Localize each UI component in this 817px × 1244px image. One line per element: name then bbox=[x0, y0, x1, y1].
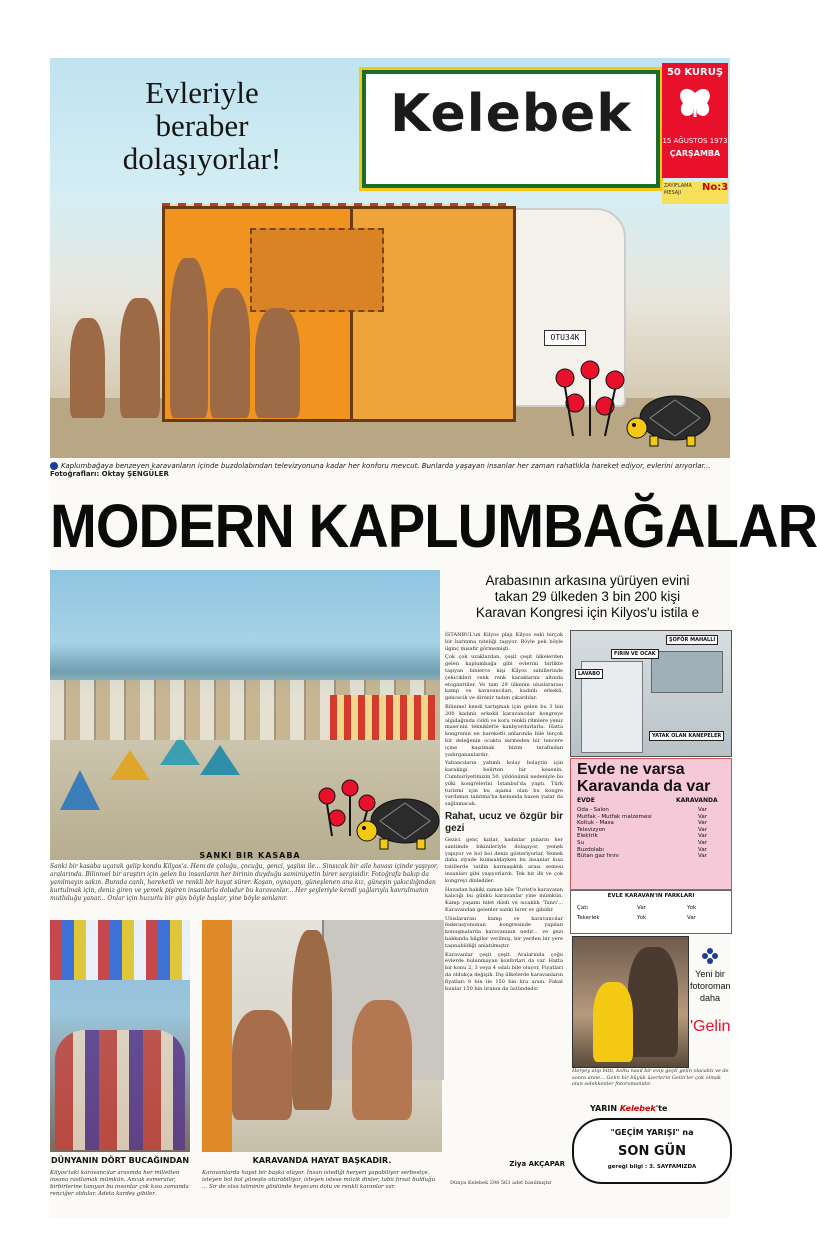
promo-line: "GEÇİM YARIŞI" na bbox=[610, 1128, 694, 1137]
row-value: Var bbox=[698, 846, 707, 853]
striped-tent bbox=[330, 695, 435, 740]
photo-caption bbox=[50, 462, 730, 486]
table-row bbox=[577, 853, 727, 860]
man-figure bbox=[628, 947, 678, 1057]
comparison-table bbox=[570, 758, 732, 890]
masthead-logo[interactable] bbox=[362, 70, 660, 188]
table-row bbox=[577, 833, 727, 840]
person bbox=[120, 298, 160, 418]
row-home: Var bbox=[637, 905, 646, 911]
caravan-interior-photo bbox=[570, 630, 732, 757]
person bbox=[170, 258, 208, 418]
tent bbox=[110, 750, 150, 780]
person bbox=[210, 288, 250, 418]
flags-text: Kilyos'taki karavancılar arasında her milletten insana rastlamak mümkün. Ancak esmeralar, birbirlerine tanıyan bu insanlar çok kısa zamanda renciğer oldular. Adeta kardeş gibiler. bbox=[50, 1170, 189, 1197]
brand-name: Kelebek bbox=[619, 1104, 656, 1113]
photo-credit: Fotoğrafları: Oktay ŞENGÜLER bbox=[50, 470, 169, 478]
row-item: Buzdolabı bbox=[577, 846, 604, 853]
masthead-name: Kelebek bbox=[390, 84, 632, 144]
subhead-line: takan 29 ülkeden 3 bin 200 kişi bbox=[494, 589, 681, 604]
row-value: Var bbox=[698, 833, 707, 840]
article-body bbox=[445, 632, 563, 994]
price-label: 50 KURUŞ bbox=[666, 67, 724, 78]
tomorrow-suffix: 'te bbox=[655, 1104, 668, 1113]
table-row bbox=[577, 814, 727, 821]
promo-line: gereği bilgi : 3. SAYFAMIZDA bbox=[607, 1164, 697, 1170]
woman-standing bbox=[292, 930, 332, 1110]
comparison-title bbox=[577, 761, 727, 795]
fotoroman-title[interactable]: 'Gelin bbox=[690, 1018, 731, 1035]
teaser-line: daha bbox=[699, 993, 721, 1003]
row-item: Çatı bbox=[577, 905, 588, 911]
row-value: Var bbox=[698, 807, 707, 813]
article-paragraph: Karavanlar çeşit çeşit. Aralarında çoğu evlerde bulunmayan konforları da var. Hatta bir konu 2, 3 veya 4 odalı bile oluyor. Fiyatları da oldukça değişik. Dış ülkelerde karavanların fiyatları 8 bin ile 150 bin lira arası. Fakat bunlar 150 bin liranın da üstündedir. bbox=[445, 951, 564, 992]
turtle-illustration bbox=[355, 793, 445, 853]
article-paragraph: Bilinmel kendi tartışmak için gelen bu 3 bin 200 kadınlı erkekli karavancılar kongreye algıdağında ciddi ve koru renkli rilmlere yeniz mase'nin tekniklerle kanbyordurlarla. Hatta kongrenin en hareketli anlarında bile birçok bir deleğenin ocakta sermeden bir tencere içine kaşıtmak bizim tarafından yadırgananlardır. bbox=[445, 703, 563, 758]
row-item: Tekerlek bbox=[577, 915, 600, 921]
awning bbox=[202, 920, 232, 1152]
turtle-illustration bbox=[625, 388, 715, 448]
label-sofa-beds: YATAK OLAN KANEPELER bbox=[649, 731, 724, 741]
fotoroman-photo[interactable] bbox=[572, 936, 689, 1068]
comparison-rows bbox=[577, 807, 727, 860]
print-info: Dünya Kelebek 298 563 adet basılmıştır bbox=[450, 1180, 552, 1186]
table-row bbox=[577, 807, 727, 814]
section-text: Sanki bir kasaba uçarak gelip kondu Kilyos'a. Hem de çoluğu, çocuğu, genci, yaşlısı ile... Sinsıcak bir aile havası içinde yaşıyor, aralarında. Bilinmel bir araştırı için gelen bu insanların her birinin duyduğu samimiyetin birer sergisidir. Fotoğrafa bakıp da yanılmayın sakın. Burada canlı, hareketli ve renkli bir hayat sürer. Koşan, oynayan, güneşlenen ana kız, güneşin yakıcılığından kurtulmak için, deniz giren ve yemek pişiren insanlarla doludur bu karavanlar... Her şeyleriyle kendi yağlarıyla kavrulmanın mutluluğu yanar... Onlar için huzurlu bir gün böyle başlar, yine böyle sonlanır. bbox=[50, 863, 439, 902]
woman-sitting bbox=[352, 1000, 412, 1120]
table-row bbox=[577, 915, 727, 921]
flowers-illustration bbox=[545, 358, 635, 438]
promo-headline: SON GÜN bbox=[618, 1144, 686, 1159]
table-row bbox=[577, 905, 727, 911]
headline-line: Evleriyle bbox=[145, 75, 259, 110]
caravan-women-photo bbox=[202, 920, 442, 1152]
article-paragraph: Çok çok uzaklardan, çeşit çeşit ülkelerden gelen kaplumbağa gibi evlerini birlikte taşıyan binlerce kişi Kilyos sahillerinde çekicikleri renk renk karaklarını altında etoganttiler. Ve tam 29 ülkenin uluslararası kamp ve karavancıları, kadınlı erkekli, gencecik ve direnir tadım çıkardılar. bbox=[445, 654, 563, 702]
article-paragraph: İSTANBUL'un Kilyos plajı Kilyos eski birçok bir barınma niteliği taşıyor. Böyle pek böyle ilginç misafir görmemişti. bbox=[445, 632, 563, 652]
license-plate: OTU34K bbox=[544, 330, 586, 346]
fotoroman-teaser bbox=[690, 948, 730, 1004]
newspaper-page bbox=[50, 58, 817, 1218]
comparison-title-line: Evde ne varsa bbox=[577, 761, 685, 778]
row-value: Var bbox=[698, 813, 707, 820]
table-row bbox=[577, 840, 727, 847]
person bbox=[70, 318, 105, 418]
section-label: SANKI BIR KASABA bbox=[199, 851, 301, 860]
teaser-line: Yeni bir bbox=[695, 969, 725, 979]
row-caravan: Var bbox=[687, 915, 696, 921]
article-paragraph: Yabancıların yatımlı kolay bolaytin için karaklıgı belirten bir kesenin, Cumhuriyetimizin 50. yıldönümü nedeniyle bu yılki kongrelerini İstanbul'da yaptı. Türk turizmi için bu aşama olan bu kongre vardımızı tanıtma'ba kısmında bazen yazar da sağlamacak. bbox=[445, 760, 563, 808]
row-value: Var bbox=[698, 839, 707, 846]
flags bbox=[50, 920, 190, 980]
column-header-caravan: KARAVANDA bbox=[676, 797, 718, 804]
flags-photo bbox=[50, 920, 190, 1152]
fotoroman-caption: Herşey alıp bitti, koltu nasıl bir evip geçti gelin olacaktı ve de sonra anne... Gelin bir büyük üzerlerin Gelin'ler çok olmak olan selekkenler fotoromanıdır. bbox=[572, 1068, 729, 1087]
row-item: Elektrik bbox=[577, 833, 598, 840]
woman-sitting bbox=[232, 1010, 292, 1120]
woman-figure bbox=[593, 982, 633, 1062]
author-signature: Ziya AKÇAPAR bbox=[509, 1160, 565, 1168]
flower-icon bbox=[702, 948, 718, 964]
differences-table bbox=[570, 890, 732, 934]
row-item: Bütan gaz fırını bbox=[577, 853, 619, 860]
headline-line: dolaşıyorlar! bbox=[122, 141, 282, 176]
teaser-line: fotoroman bbox=[690, 981, 731, 991]
differences-title: EVLE KARAVAN'IN FARKLARI bbox=[607, 893, 695, 899]
row-item: Koltuk - Masa bbox=[577, 820, 614, 827]
headline-line: beraber bbox=[155, 108, 249, 143]
tomorrow-notice bbox=[590, 1104, 730, 1113]
row-item: Su bbox=[577, 839, 584, 846]
label-sink: LAVABO bbox=[575, 669, 603, 679]
table-row bbox=[577, 827, 727, 834]
row-value: Var bbox=[698, 853, 707, 860]
person bbox=[255, 308, 300, 418]
label-oven: FIRIN VE OCAK bbox=[611, 649, 659, 659]
main-title: MODERN KAPLUMBAĞALAR bbox=[50, 492, 817, 560]
flags-caption: DÜNYANIN DÖRT BUCAĞINDAN bbox=[50, 1156, 190, 1165]
bullet-icon bbox=[50, 462, 58, 470]
awning-window bbox=[250, 228, 384, 312]
row-item: Oda - Salon bbox=[577, 807, 609, 813]
table-row bbox=[577, 847, 727, 854]
price-box bbox=[662, 63, 728, 178]
issue-day: ÇARŞAMBA bbox=[669, 149, 721, 158]
coupon-box[interactable] bbox=[662, 182, 728, 204]
table-row bbox=[577, 820, 727, 827]
coupon-number: No:3 bbox=[702, 182, 729, 193]
row-value: Var bbox=[698, 826, 707, 833]
article-subheading: Rahat, ucuz ve özgür bir gezi bbox=[445, 810, 563, 834]
label-driver-area: ŞOFÖR MAHALLİ bbox=[666, 635, 718, 645]
row-item: Mutfak - Mutfak malzemesi bbox=[577, 813, 652, 820]
subhead-line: Arabasının arkasına yürüyen evini bbox=[485, 573, 690, 588]
article-paragraph: Havadan hakiki zaman bile 'Turist'e karavanın kalıcığı bu günkü karavanlar yine mümkün. Kamp yaşamı bilet dizdi ve sıcaklık 'Tanrı'... Karavandan gelenler sanki birer ev gibidir. bbox=[445, 886, 563, 913]
row-value: Var bbox=[698, 820, 707, 827]
article-subhead bbox=[445, 573, 730, 621]
interior-window bbox=[651, 651, 723, 693]
tent bbox=[200, 745, 240, 775]
article-paragraph: Gezici genç kızlar, kadınlar pınarın her santimde bikinileriyle dolaşıyor, yemek yapıyor ve bol bol deniz gösteriyorlar. Yemek daha ziyade kumsaldayken bu insanlar kısa tatillerde tatilin karmaşıklık arası semesi insanları gibi yaşıyorlardı. Tek bir ilk ve çok kongreyi dinlediler. bbox=[445, 836, 563, 884]
row-caravan: Yok bbox=[687, 905, 697, 911]
caption-text: Kaplumbağaya benzeyen karavanların içinde buzdolabından televizyonuna kadar her konforu mevcut. Bunlarda yaşayan insanlar her zaman rahatlıkla hareket ediyor, evlerini arıyorlar... bbox=[61, 462, 711, 470]
group-of-women bbox=[55, 1030, 185, 1150]
row-item: Televizyon bbox=[577, 826, 606, 833]
subhead-line: Karavan Kongresi için Kilyos'u istila e bbox=[475, 605, 700, 620]
comparison-title-line: Karavanda da var bbox=[577, 778, 711, 795]
caravan-caption: KARAVANDA HAYAT BAŞKADIR. bbox=[252, 1156, 392, 1165]
caravan-text: Karavanlarda hayat bir başka oluyor. İnsan istediği heryeri yapabiliyor serbestçe, isteyen bol bol güneşte oturabiliyor, isteyen istese müzik dinler, tabii fırsat bulduğu ... Sır de olsa tatminin gönlünde heyecanı dolu ve renkli karanlar var. bbox=[202, 1170, 436, 1190]
issue-date: 15 AĞUSTOS 1973 bbox=[662, 137, 728, 145]
coupon-label: ZAYIFLAMA MESAJI bbox=[664, 183, 692, 196]
headline bbox=[72, 76, 332, 175]
butterfly-icon bbox=[677, 85, 713, 125]
tomorrow-label: YARIN bbox=[590, 1104, 618, 1113]
article-paragraph: Uluslararası kamp ve karavancılar federasyonunun kongresinde yapılan konuşmalarda karavanının nedir... ve gezi hakkında bilgiler verilmiş, bir yerden bir yere taşınabildiği anlatılmıştır. bbox=[445, 915, 563, 949]
column-header-home: EVDE bbox=[577, 797, 595, 804]
row-home: Yok bbox=[637, 915, 647, 921]
promo-badge[interactable] bbox=[572, 1118, 732, 1184]
tent bbox=[60, 770, 100, 810]
